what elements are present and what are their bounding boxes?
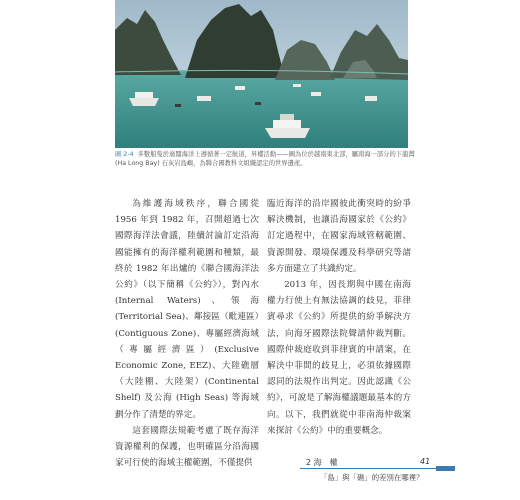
chapter-title: 2 海 權 (306, 458, 338, 467)
paragraph: 2013 年，因長期與中國在南海權力行使上有無法協調的歧見，菲律賓尋求《公約》所提供的紛爭解決方法，向海牙國際法院聲請仲裁判斷。國際仲裁庭收到菲律賓的申請案，在解決中菲間的歧見上，必須依據國際認同的法規作出判定。因此認識《公約》，可說是了解海權議題最基本的方向。以下，我們就從中菲南海仲裁案來探討《公約》中的重要概念。 (267, 280, 411, 436)
body-column-left (115, 196, 259, 471)
footer-accent-bar (436, 466, 455, 471)
figure-caption (115, 150, 415, 168)
page-footer (300, 457, 455, 482)
paragraph: 這套國際法規範考慮了既存海洋資源權利的保護，也明確區分沿海國家可行使的海域主權範圍，不僅提供 (115, 425, 259, 469)
body-column-right (267, 196, 411, 439)
footer-rule (300, 468, 455, 469)
figure-caption-text: 多數船隻於廣闊海洋上遵循著一定航道，昇樓活動——圖為位於越南東北部，屬南海一部分的下龍灣 (Ha Long Bay) 石灰岩島嶼，為聯合國教科文組織認定的世界遺產。 (115, 151, 415, 167)
bay-illustration (115, 0, 408, 148)
ha-long-bay-photo (115, 0, 408, 148)
page-number: 41 (420, 457, 431, 466)
paragraph: 臨近海洋的沿岸國彼此衝突時的紛爭解決機制，也讓沿海國家於《公約》訂定過程中，在國家海域管轄範圍、資源開發、環境保護及科學研究等諸多方面建立了共識約定。 (267, 199, 411, 274)
chapter-subtitle: 「島」與「礁」的差別在哪裡？ (320, 473, 424, 482)
paragraph: 為維護海域秩序，聯合國從 1956 年到 1982 年，召開超過七次國際海洋法會議，陸續討論訂定沿海國能擁有的海洋權利範圍和種類，最終於 1982 年出爐的《聯合國海洋法公約》（以下簡稱《公約》），對內水 (Internal Waters)、領海 (Territorial Sea)、鄰接區（毗連區）(Contiguous Zone)、專屬經濟海域（專屬經濟區）(Exclusive Economic Zone, EEZ)、大陸礁層（大陸棚、大陸架）(Continental Shelf) 及公海 (High Seas) 等海域劃分作了清楚的界定。 (115, 199, 259, 420)
figure-label: 圖 2-4 (115, 151, 134, 158)
